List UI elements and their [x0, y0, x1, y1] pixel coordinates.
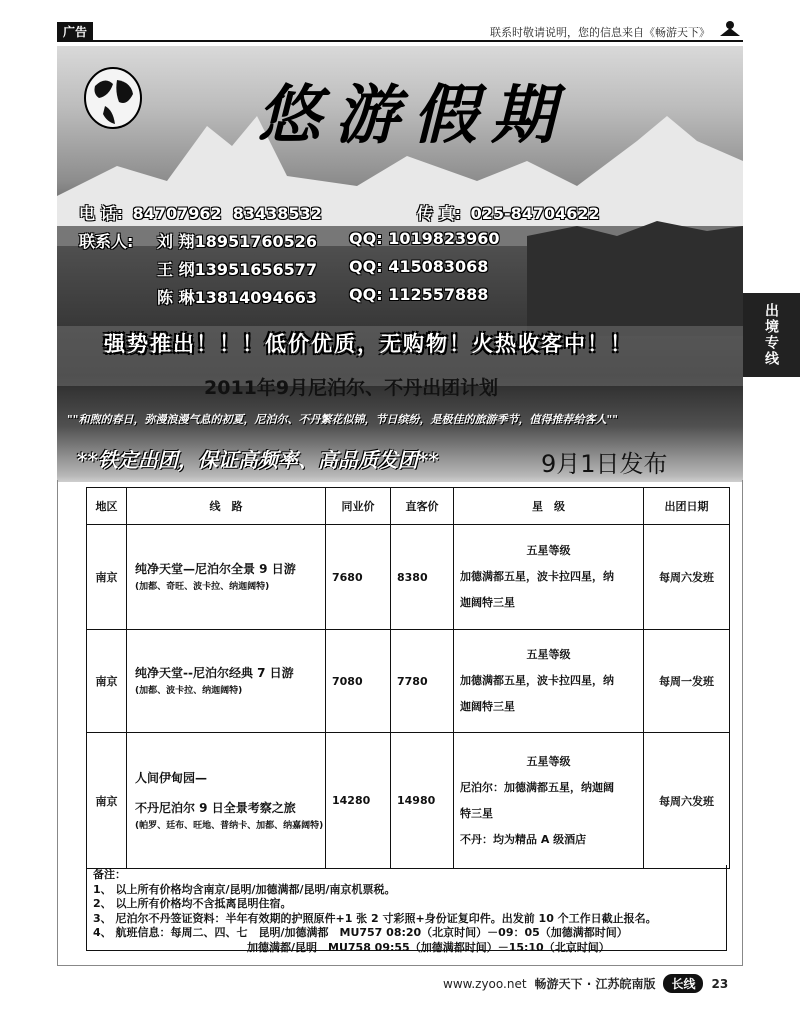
notes-box	[86, 865, 727, 954]
star-level: 五星等级	[526, 544, 571, 557]
contact-row	[157, 257, 317, 280]
magazine-logo-icon	[718, 20, 742, 38]
route-stops: (加都、波卡拉、纳迦阔特)	[135, 686, 243, 696]
region-cell: 南京	[87, 525, 127, 630]
table-row	[87, 733, 730, 869]
promo-quote: ""和煦的春日，弥漫浪漫气息的初夏，尼泊尔、不丹繁花似锦，节日缤纷，是极佳的旅游季节，值得推荐给客人""	[67, 413, 618, 426]
qq-number: 1019823960	[388, 229, 500, 248]
contact-row	[157, 285, 317, 308]
star-detail: 加德满都五星，波卡拉四星，纳	[460, 674, 614, 687]
fax-label: 传 真:	[417, 204, 461, 223]
route-name: 纯净天堂—尼泊尔全景 9 日游	[135, 562, 296, 576]
contact-qq	[349, 257, 488, 276]
route-cell	[127, 733, 326, 869]
region-cell: 南京	[87, 733, 127, 869]
star-cell	[454, 630, 644, 733]
magazine-name: 畅游天下 · 江苏皖南版	[534, 977, 656, 991]
star-level: 五星等级	[526, 648, 571, 661]
page-number: 23	[711, 976, 729, 991]
note-line: 加德满都/昆明 MU758 09:55（加德满都时间）－15:10（北京时间）	[93, 940, 610, 954]
route-stops: (帕罗、廷布、旺地、普纳卡、加都、纳嘉阔特)	[135, 820, 324, 831]
star-cell	[454, 733, 644, 869]
page-footer	[443, 974, 728, 993]
trade-price-cell: 7680	[326, 525, 391, 630]
header-region: 地区	[87, 488, 127, 525]
star-detail: 迦阔特三星	[460, 596, 515, 609]
route-cell	[127, 525, 326, 630]
phone-line	[79, 201, 322, 224]
guarantee-text: **铁定出团，保证高频率、高品质发团**	[77, 448, 439, 472]
contact-name: 陈 琳	[157, 288, 195, 307]
contact-mobile: 18951760526	[194, 232, 318, 251]
star-detail: 特三星	[460, 806, 493, 820]
header-route: 线 路	[127, 488, 326, 525]
star-cell	[454, 525, 644, 630]
agency-title: 悠游假期	[257, 78, 569, 153]
promo-slogan: 强势推出！！！低价优质，无购物！火热收客中！！	[104, 332, 633, 356]
contact-qq	[349, 285, 488, 304]
header-departure: 出团日期	[644, 488, 730, 525]
notes-title: 备注：	[93, 868, 126, 881]
trade-price-cell: 7080	[326, 630, 391, 733]
header-star-level: 星 级	[454, 488, 644, 525]
release-date: 9月1日发布	[541, 450, 668, 478]
top-bar	[0, 0, 800, 42]
note-line: 1、 以上所有价格均含南京/昆明/加德满都/昆明/南京机票税。	[93, 882, 396, 896]
section-badge: 长线	[663, 974, 703, 993]
departure-cell: 每周一发班	[644, 630, 730, 733]
plan-title: 2011年9月尼泊尔、不丹出团计划	[204, 377, 499, 399]
qq-label: QQ:	[349, 285, 383, 304]
qq-label: QQ:	[349, 229, 383, 248]
retail-price-cell: 8380	[391, 525, 454, 630]
table-row	[87, 525, 730, 630]
route-name: 人间伊甸园—	[135, 770, 208, 785]
contacts-label: 联系人:	[79, 232, 134, 251]
fax-number: 025-84704622	[470, 204, 600, 223]
contact-mobile: 13951656577	[194, 260, 318, 279]
note-line: 2、 以上所有价格均不含抵离昆明住宿。	[93, 897, 292, 910]
route-stops: (加都、奇旺、波卡拉、纳迦阔特)	[135, 582, 270, 592]
table-header-row	[87, 488, 730, 525]
contact-name: 王 纲	[157, 260, 195, 279]
note-line: 4、 航班信息：每周二、四、七 昆明/加德满都 MU757 08:20（北京时间）－09：05（加德满都时间）	[93, 926, 628, 939]
header-trade-price: 同业价	[326, 488, 391, 525]
phone-number: 84707962 83438532	[132, 204, 322, 223]
contact-name: 刘 翔	[157, 232, 195, 251]
trade-price-cell: 14280	[326, 733, 391, 869]
route-name: 不丹尼泊尔 9 日全景考察之旅	[135, 800, 296, 815]
qq-label: QQ:	[349, 257, 383, 276]
globe-logo-icon	[83, 62, 143, 138]
retail-price-cell: 14980	[391, 733, 454, 869]
contact-notice: 联系时敬请说明，您的信息来自《畅游天下》	[490, 26, 710, 39]
qq-number: 112557888	[388, 285, 489, 304]
top-divider	[57, 40, 743, 42]
star-detail: 迦阔特三星	[460, 700, 515, 713]
website-link[interactable]: www.zyoo.net	[443, 976, 527, 991]
tour-table	[86, 487, 730, 869]
contact-row	[157, 229, 317, 252]
retail-price-cell: 7780	[391, 630, 454, 733]
ad-tag: 广告	[57, 22, 93, 40]
star-detail: 加德满都五星，波卡拉四星，纳	[460, 570, 614, 583]
star-level: 五星等级	[526, 754, 571, 768]
hero-banner	[57, 46, 743, 482]
departure-cell: 每周六发班	[644, 733, 730, 869]
route-cell	[127, 630, 326, 733]
phone-label: 电 话:	[79, 204, 123, 223]
qq-number: 415083068	[388, 257, 489, 276]
departure-cell: 每周六发班	[644, 525, 730, 630]
contact-qq	[349, 229, 500, 248]
section-side-tab: 出境专线	[742, 293, 800, 377]
star-detail: 不丹：均为精品 A 级酒店	[460, 832, 587, 846]
contact-mobile: 13814094663	[194, 288, 318, 307]
table-row	[87, 630, 730, 733]
fax-line	[417, 201, 600, 224]
route-name: 纯净天堂--尼泊尔经典 7 日游	[135, 666, 294, 680]
header-retail-price: 直客价	[391, 488, 454, 525]
region-cell: 南京	[87, 630, 127, 733]
star-detail: 尼泊尔：加德满都五星，纳迦阔	[460, 780, 614, 794]
note-line: 3、 尼泊尔不丹签证资料：半年有效期的护照原件+1 张 2 寸彩照+身份证复印件。出发前 10 个工作日截止报名。	[93, 911, 657, 925]
